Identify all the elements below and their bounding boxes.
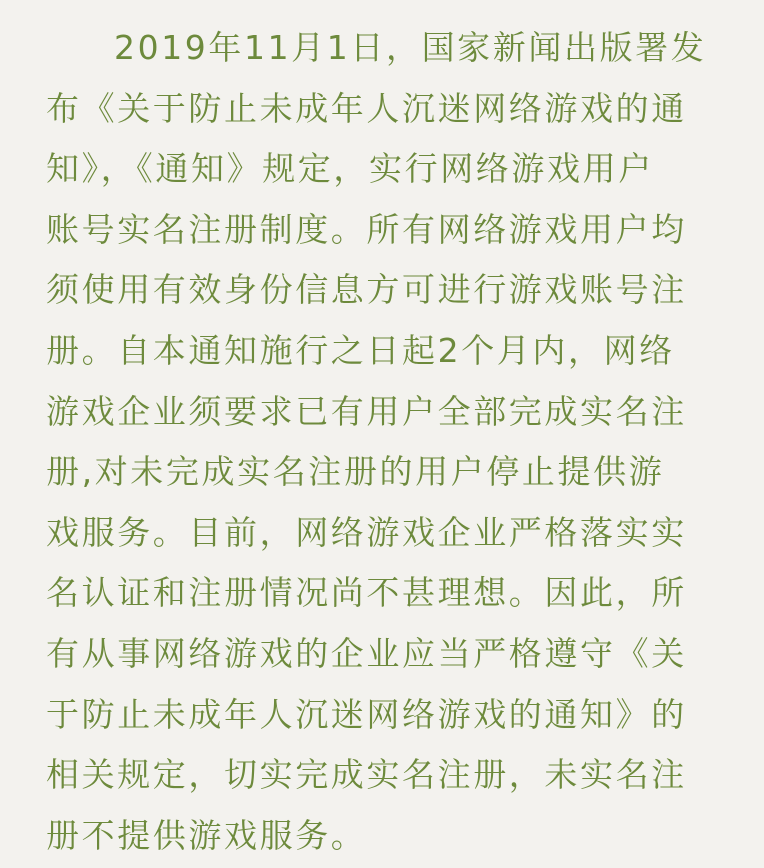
paragraph-line: 册,对未完成实名注册的用户停止提供游 bbox=[46, 452, 665, 492]
paragraph-line: 有从事网络游戏的企业应当严格遵守《关 bbox=[46, 633, 687, 673]
article-paragraph bbox=[46, 18, 736, 866]
paragraph-line: 2019年11月1日，国家新闻出版署发 bbox=[114, 28, 707, 67]
paragraph-line: 须使用有效身份信息方可进行游戏账号注 bbox=[46, 270, 687, 310]
paragraph-line: 相关规定，切实完成实名注册，未实名注 bbox=[46, 755, 687, 795]
paragraph-line: 名认证和注册情况尚不甚理想。因此，所 bbox=[46, 573, 687, 613]
paragraph-line: 戏服务。目前，网络游戏企业严格落实实 bbox=[46, 512, 687, 552]
paragraph-line: 账号实名注册制度。所有网络游戏用户均 bbox=[46, 209, 687, 249]
paragraph-line: 于防止未成年人沉迷网络游戏的通知》的 bbox=[46, 694, 687, 734]
paragraph-line: 游戏企业须要求已有用户全部完成实名注 bbox=[46, 391, 687, 431]
paragraph-line: 知》，《通知》规定，实行网络游戏用户 bbox=[46, 149, 654, 189]
paragraph-line: 册。自本通知施行之日起2个月内，网络 bbox=[46, 330, 675, 370]
paragraph-line: 布《关于防止未成年人沉迷网络游戏的通 bbox=[46, 88, 687, 128]
paragraph-line: 册不提供游戏服务。 bbox=[46, 815, 367, 855]
